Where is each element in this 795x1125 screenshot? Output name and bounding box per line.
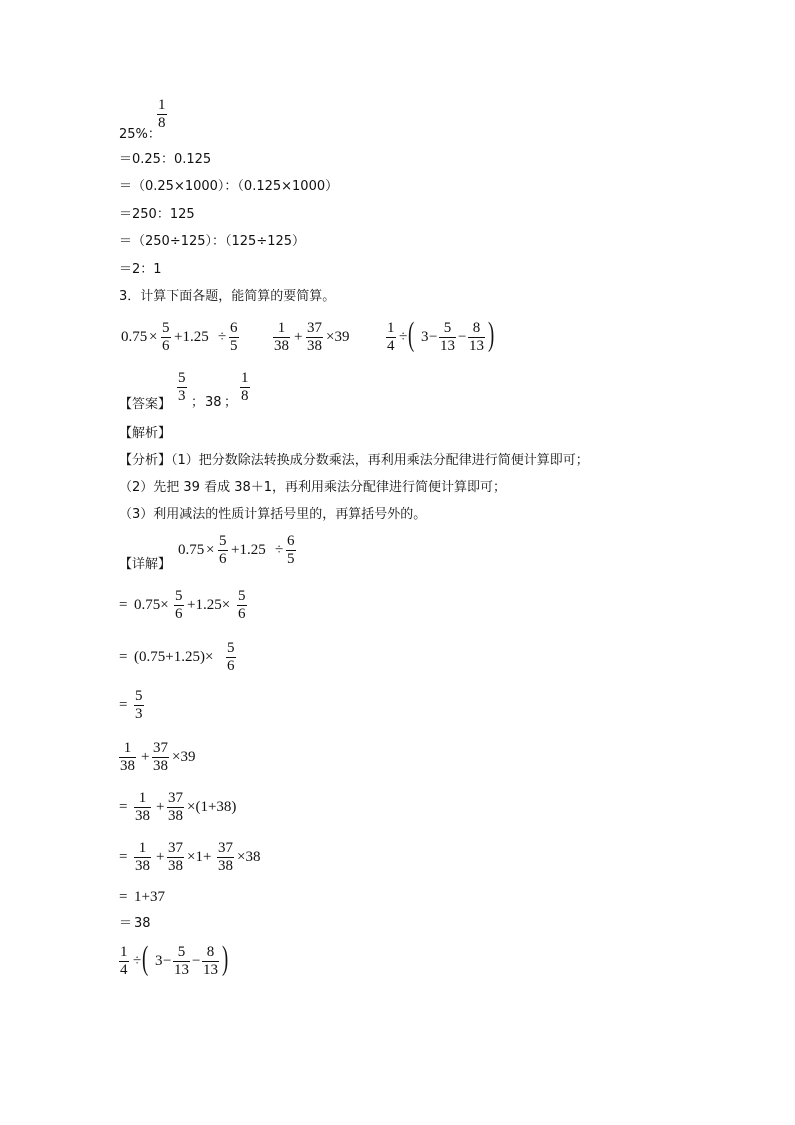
answer-label: 【答案】 [119,397,172,412]
analysis-label: 【解析】 [119,426,172,441]
ratio-line-3: ＝（0.25×1000）：（0.125×1000） [119,179,339,194]
analysis-line-3: （3）利用减法的性质计算括号里的，再算括号外的。 [119,507,427,522]
question-heading: 3．计算下面各题，能简算的要简算。 [119,289,336,304]
fraction-one-eighth: $\frac{1}{8}$ [158,97,166,131]
ratio-percent: 25%： [119,127,161,142]
ratio-line-2: ＝0.25：0.125 [119,152,212,167]
detail-label: 【详解】 [119,557,172,572]
analysis-line-2: （2）先把 39 看成 38＋1，再利用乘法分配律进行简便计算即可； [119,480,507,495]
analysis-line-1: 【分析】（1）把分数除法转换成分数乘法，再利用乘法分配律进行简便计算即可； [119,453,589,468]
ratio-line-4: ＝250：125 [119,207,195,222]
ratio-line-5: ＝（250÷125）：（125÷125） [119,234,306,249]
ratio-line-6: ＝2：1 [119,262,162,277]
